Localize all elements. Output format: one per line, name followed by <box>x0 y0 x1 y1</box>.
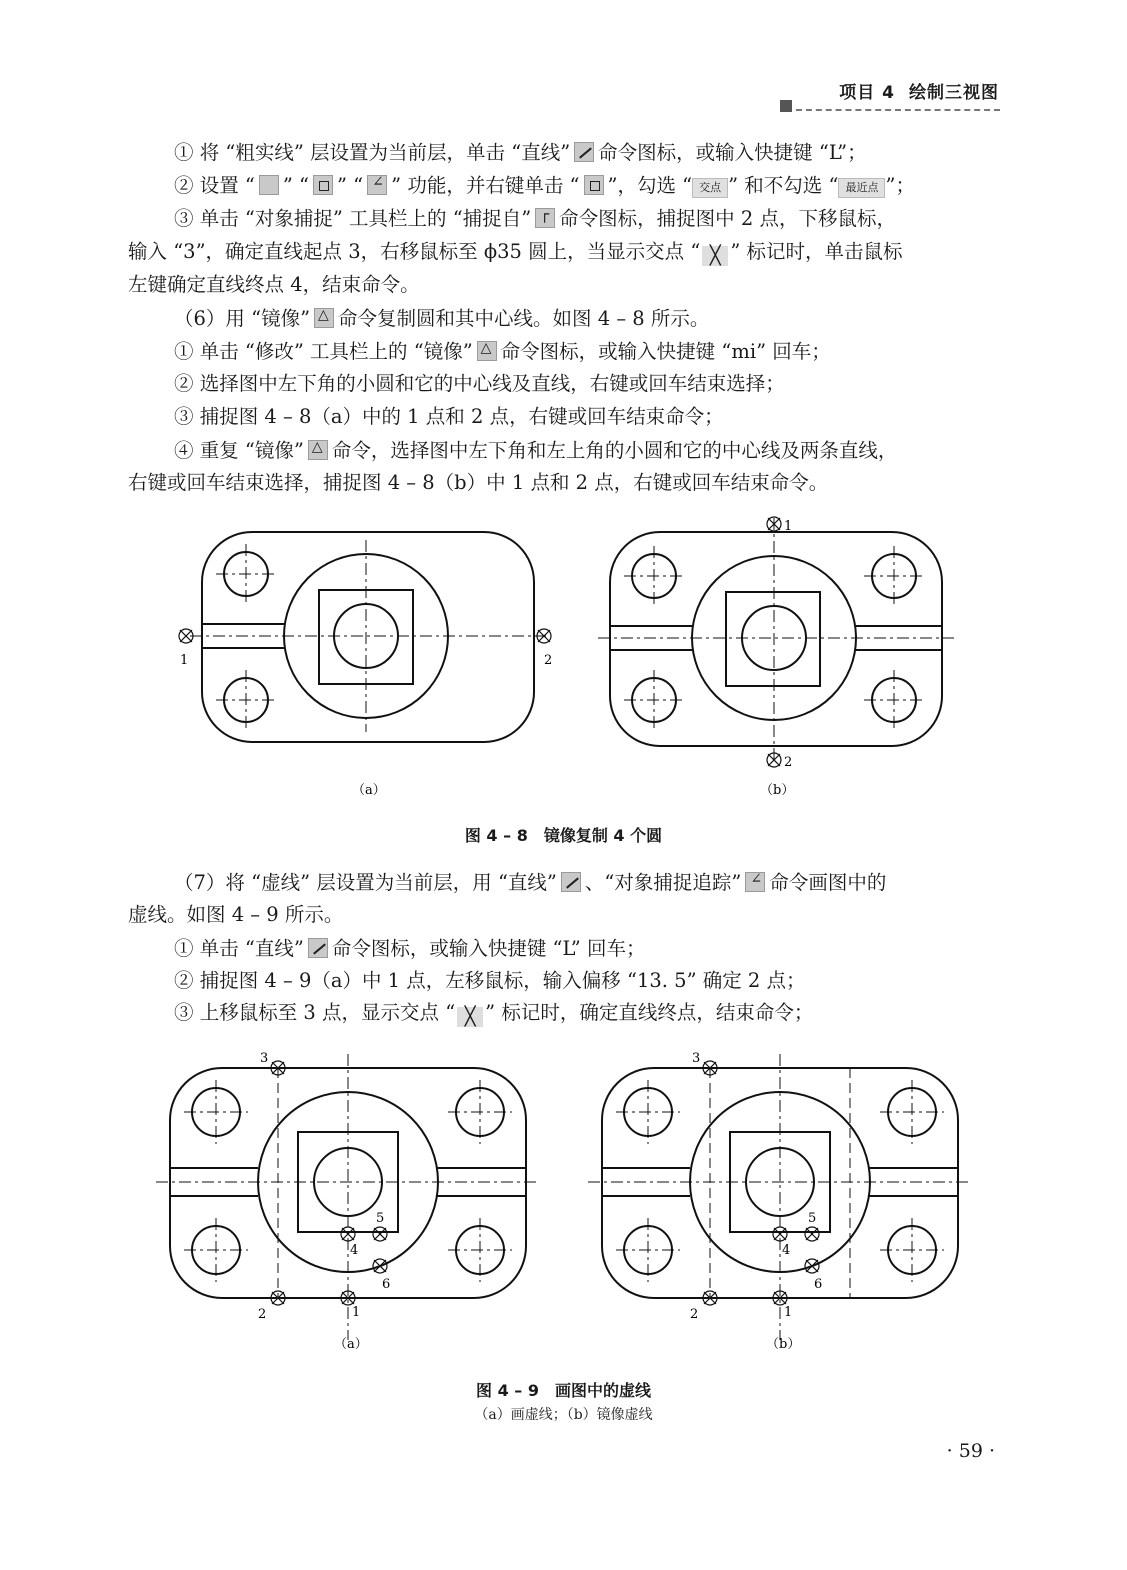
text: ① 单击 “修改” 工具栏上的 “镜像” <box>174 340 473 363</box>
fig8-b-label: （b） <box>760 783 795 798</box>
fig8b-point-1: 1 <box>784 519 793 534</box>
fig9a-point-5: 5 <box>376 1211 385 1226</box>
fig8-a-label: （a） <box>352 783 386 798</box>
para-10 <box>174 440 897 461</box>
text: ” 功能，并右键单击 “ <box>391 174 580 197</box>
para-8: ② 选择图中左下角的小圆和它的中心线及直线，右键或回车结束选择； <box>174 372 785 395</box>
figure-4-9-caption: 图 4 – 9 画图中的虚线 <box>476 1381 651 1400</box>
para-11: 右键或回车结束选择，捕捉图 4 – 8（b）中 1 点和 2 点，右键或回车结束命令。 <box>128 471 829 494</box>
header-rule-block <box>780 100 792 112</box>
text: ④ 重复 “镜像” <box>174 439 304 462</box>
text: 命令画图中的 <box>769 871 887 894</box>
text: 命令图标，或输入快捷键 “L”； <box>598 141 867 164</box>
para-12 <box>174 872 886 893</box>
fig8a-point-2: 2 <box>544 653 553 668</box>
fig9-a-label: （a） <box>334 1337 368 1352</box>
para-15: ② 捕捉图 4 – 9（a）中 1 点，左移鼠标，输入偏移 “13. 5” 确定 2 点； <box>174 969 806 992</box>
para-1 <box>174 142 867 163</box>
page-number: · 59 · <box>946 1440 995 1462</box>
fig8a-point-1: 1 <box>180 653 189 668</box>
figure-4-8-caption: 图 4 – 8 镜像复制 4 个圆 <box>464 826 663 845</box>
running-header <box>839 78 999 103</box>
intersection-marker-icon: ╳ <box>457 1007 483 1027</box>
snap-marker-icon <box>373 1259 387 1273</box>
fig9b-point-3: 3 <box>692 1051 701 1066</box>
text: ③ 单击 “对象捕捉” 工具栏上的 “捕捉自” <box>174 207 532 230</box>
text: ” 标记时，单击鼠标 <box>730 240 903 263</box>
mirror-icon <box>314 308 334 328</box>
snap-marker-icon <box>805 1227 819 1241</box>
fig9a-point-6: 6 <box>382 1277 391 1292</box>
mirror-icon <box>308 440 328 460</box>
text: （6）用 “镜像” <box>174 307 311 330</box>
para-14 <box>174 938 645 959</box>
nearest-option: 最近点 <box>838 178 885 198</box>
para-9: ③ 捕捉图 4 – 8（a）中的 1 点和 2 点，右键或回车结束命令； <box>174 405 724 428</box>
snap-marker-icon <box>373 1227 387 1241</box>
snap-from-icon <box>535 208 555 228</box>
snap-marker-icon <box>805 1259 819 1273</box>
text: ③ 上移鼠标至 3 点，显示交点 “ <box>174 1001 456 1024</box>
grid-icon <box>313 175 333 195</box>
line-icon <box>574 142 594 162</box>
text: 命令图标，或输入快捷键 “L” 回车； <box>331 937 646 960</box>
text: ① 将 “粗实线” 层设置为当前层，单击 “直线” <box>174 141 571 164</box>
para-5: 左键确定直线终点 4，结束命令。 <box>128 273 420 296</box>
grid-icon <box>584 175 604 195</box>
fig8a-drawing <box>202 532 534 742</box>
para-4 <box>128 242 903 266</box>
header-title: 绘制三视图 <box>909 83 999 103</box>
para-2 <box>174 175 915 198</box>
fig9b-point-5: 5 <box>808 1211 817 1226</box>
para-6 <box>174 308 709 329</box>
header-chapter: 项目 4 <box>839 83 895 103</box>
fig8b-point-2: 2 <box>784 755 793 770</box>
fig9b-point-2: 2 <box>690 1307 699 1322</box>
text: ” “ <box>282 174 310 197</box>
text: 命令图标，或输入快捷键 “mi” 回车； <box>500 340 831 363</box>
fig8b-drawing <box>610 532 942 746</box>
tracking-icon <box>745 872 765 892</box>
text: ” 标记时，确定直线终点，结束命令； <box>485 1001 814 1024</box>
text: ② 设置 “ <box>174 174 255 197</box>
figure-4-9 <box>150 1040 990 1358</box>
intersection-option: 交点 <box>692 178 728 198</box>
fig9-b-label: （b） <box>766 1337 801 1352</box>
intersection-marker-icon: ╳ <box>702 246 728 266</box>
para-16 <box>174 1003 813 1027</box>
text: ”，勾选 “ <box>607 174 693 197</box>
text: （7）将 “虚线” 层设置为当前层，用 “直线” <box>174 871 557 894</box>
fig9b-point-6: 6 <box>814 1277 823 1292</box>
tracking-icon <box>367 175 387 195</box>
text: ”； <box>885 174 915 197</box>
text: 、“对象捕捉追踪” <box>584 871 742 894</box>
para-13: 虚线。如图 4 – 9 所示。 <box>128 903 344 926</box>
text: 命令，选择图中左下角和左上角的小圆和它的中心线及两条直线， <box>331 439 898 462</box>
para-7 <box>174 341 831 362</box>
line-icon <box>308 938 328 958</box>
text: ” “ <box>337 174 364 197</box>
header-rule-dash <box>796 109 1000 111</box>
fig9a-point-3: 3 <box>260 1051 269 1066</box>
text: ① 单击 “直线” <box>174 937 304 960</box>
fig9b-point-1: 1 <box>784 1305 793 1320</box>
fig9a-point-4: 4 <box>350 1243 359 1258</box>
snap-icon <box>259 175 279 195</box>
text: 输入 “3”，确定直线起点 3，右移鼠标至 ϕ35 圆上，当显示交点 “ <box>128 240 701 263</box>
figure-4-8 <box>170 510 960 805</box>
text: 命令图标，捕捉图中 2 点，下移鼠标， <box>559 207 896 230</box>
mirror-icon <box>477 341 497 361</box>
fig9b-point-4: 4 <box>782 1243 791 1258</box>
text: ” 和不勾选 “ <box>728 174 839 197</box>
figure-4-9-subcaption: （a）画虚线；（b）镜像虚线 <box>474 1407 653 1423</box>
fig9a-point-1: 1 <box>352 1305 361 1320</box>
line-icon <box>561 872 581 892</box>
text: 命令复制圆和其中心线。如图 4 – 8 所示。 <box>338 307 710 330</box>
fig9a-point-2: 2 <box>258 1307 267 1322</box>
para-3 <box>174 208 896 229</box>
